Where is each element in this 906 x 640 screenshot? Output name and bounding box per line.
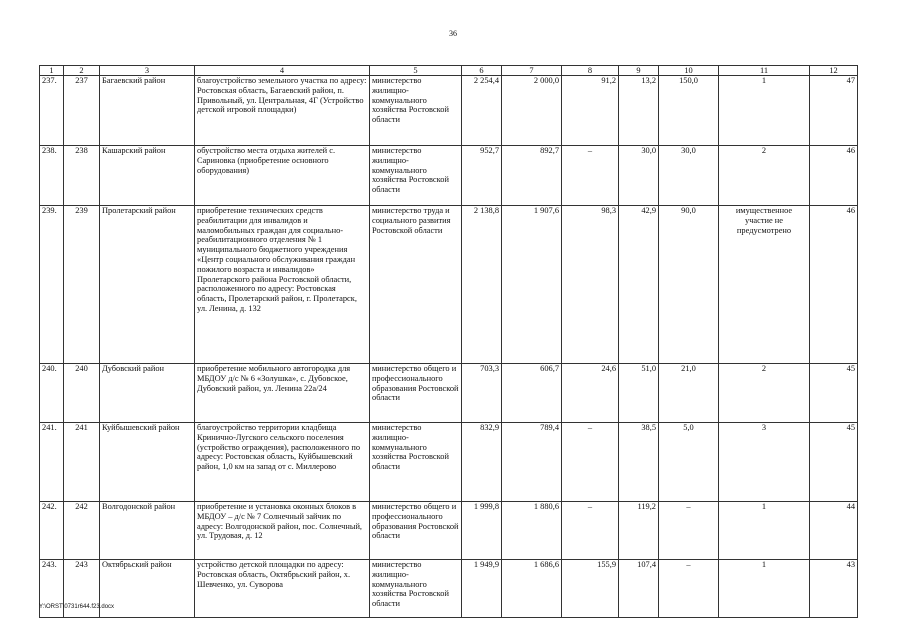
row-index: 242. bbox=[40, 502, 64, 560]
row-number: 241 bbox=[64, 423, 100, 502]
district-cell: Дубовский район bbox=[100, 364, 195, 423]
value-cell: 2 000,0 bbox=[502, 76, 562, 146]
value-cell: 42,9 bbox=[619, 206, 659, 364]
row-index: 237. bbox=[40, 76, 64, 146]
column-header: 5 bbox=[370, 66, 462, 76]
column-header: 12 bbox=[810, 66, 858, 76]
value-cell: 1 949,9 bbox=[462, 560, 502, 618]
column-header: 3 bbox=[100, 66, 195, 76]
table-row bbox=[40, 76, 858, 146]
table-row bbox=[40, 206, 858, 364]
participation-cell: 2 bbox=[719, 146, 810, 206]
row-number: 240 bbox=[64, 364, 100, 423]
row-index: 240. bbox=[40, 364, 64, 423]
district-cell: Куйбышевский район bbox=[100, 423, 195, 502]
column-header: 11 bbox=[719, 66, 810, 76]
value-cell: 51,0 bbox=[619, 364, 659, 423]
score-cell: 45 bbox=[810, 423, 858, 502]
file-path-footer: Y:\ORST\0731r644.f23.docx bbox=[39, 604, 115, 610]
ministry-cell: министерство общего и профессионального образования Ростовской области bbox=[370, 364, 462, 423]
header-row bbox=[40, 66, 858, 76]
value-cell: 2 138,8 bbox=[462, 206, 502, 364]
score-cell: 47 bbox=[810, 76, 858, 146]
value-cell: 24,6 bbox=[562, 364, 619, 423]
description-cell: приобретение мобильного автогородка для МБДОУ д/с № 6 «Золушка», с. Дубовское, Дубовский район, ул. Ленина 22а/24 bbox=[195, 364, 370, 423]
value-cell: – bbox=[659, 560, 719, 618]
ministry-cell: министерство общего и профессионального образования Ростовской области bbox=[370, 502, 462, 560]
column-header: 9 bbox=[619, 66, 659, 76]
value-cell: 703,3 bbox=[462, 364, 502, 423]
description-cell: устройство детской площадки по адресу: Ростовская область, Октябрьский район, х. Шевченко, ул. Суворова bbox=[195, 560, 370, 618]
column-header: 8 bbox=[562, 66, 619, 76]
participation-cell: 1 bbox=[719, 560, 810, 618]
participation-cell: 1 bbox=[719, 76, 810, 146]
district-cell: Кашарский район bbox=[100, 146, 195, 206]
value-cell: 30,0 bbox=[619, 146, 659, 206]
value-cell: 21,0 bbox=[659, 364, 719, 423]
row-index: 239. bbox=[40, 206, 64, 364]
score-cell: 46 bbox=[810, 146, 858, 206]
value-cell: – bbox=[562, 502, 619, 560]
row-number: 238 bbox=[64, 146, 100, 206]
value-cell: 1 686,6 bbox=[502, 560, 562, 618]
row-number: 239 bbox=[64, 206, 100, 364]
table-row bbox=[40, 423, 858, 502]
row-index: 238. bbox=[40, 146, 64, 206]
row-index: 241. bbox=[40, 423, 64, 502]
column-header: 10 bbox=[659, 66, 719, 76]
score-cell: 45 bbox=[810, 364, 858, 423]
description-cell: благоустройство территории кладбища Кринично-Лугского сельского поселения (устройство ограждения), расположенного по адресу: Ростовская область, Куйбышевский район, 1,0 км на запад от с. Миллерово bbox=[195, 423, 370, 502]
table-row bbox=[40, 364, 858, 423]
participation-cell: имущественное участие не предусмотрено bbox=[719, 206, 810, 364]
data-table bbox=[39, 65, 858, 618]
value-cell: 91,2 bbox=[562, 76, 619, 146]
value-cell: 606,7 bbox=[502, 364, 562, 423]
description-cell: приобретение и установка оконных блоков в МБДОУ – д/с № 7 Солнечный зайчик по адресу: Волгодонской район, пос. Солнечный, ул. Трудовая, д. 12 bbox=[195, 502, 370, 560]
table-row bbox=[40, 502, 858, 560]
ministry-cell: министерство жилищно-коммунального хозяйства Ростовской области bbox=[370, 560, 462, 618]
ministry-cell: министерство жилищно-коммунального хозяйства Ростовской области bbox=[370, 146, 462, 206]
ministry-cell: министерство труда и социального развития Ростовской области bbox=[370, 206, 462, 364]
value-cell: 30,0 bbox=[659, 146, 719, 206]
column-header: 2 bbox=[64, 66, 100, 76]
participation-cell: 3 bbox=[719, 423, 810, 502]
page-number: 36 bbox=[449, 29, 457, 38]
participation-cell: 1 bbox=[719, 502, 810, 560]
column-header: 1 bbox=[40, 66, 64, 76]
value-cell: 952,7 bbox=[462, 146, 502, 206]
value-cell: – bbox=[562, 423, 619, 502]
value-cell: 155,9 bbox=[562, 560, 619, 618]
description-cell: приобретение технических средств реабилитации для инвалидов и маломобильных граждан для социально-реабилитационного отделения № 1 муниципального бюджетного учреждения «Центр социального обслуживания граждан пожилого возраста и инвалидов» Пролетарского района Ростовской области, расположенного по адресу: Ростовская область, Пролетарский район, г. Пролетарск, ул. Ленина, д. 132 bbox=[195, 206, 370, 364]
participation-cell: 2 bbox=[719, 364, 810, 423]
value-cell: – bbox=[562, 146, 619, 206]
value-cell: – bbox=[659, 502, 719, 560]
value-cell: 832,9 bbox=[462, 423, 502, 502]
column-header: 7 bbox=[502, 66, 562, 76]
district-cell: Октябрьский район bbox=[100, 560, 195, 618]
value-cell: 5,0 bbox=[659, 423, 719, 502]
ministry-cell: министерство жилищно-коммунального хозяйства Ростовской области bbox=[370, 76, 462, 146]
score-cell: 46 bbox=[810, 206, 858, 364]
value-cell: 38,5 bbox=[619, 423, 659, 502]
score-cell: 43 bbox=[810, 560, 858, 618]
value-cell: 13,2 bbox=[619, 76, 659, 146]
description-cell: благоустройство земельного участка по адресу: Ростовская область, Багаевский район, п. Привольный, ул. Центральная, 4Г (Устройство детской игровой площадки) bbox=[195, 76, 370, 146]
row-index: 243. bbox=[40, 560, 64, 618]
description-cell: обустройство места отдыха жителей с. Сариновка (приобретение основного оборудования) bbox=[195, 146, 370, 206]
district-cell: Волгодонской район bbox=[100, 502, 195, 560]
value-cell: 107,4 bbox=[619, 560, 659, 618]
value-cell: 98,3 bbox=[562, 206, 619, 364]
value-cell: 2 254,4 bbox=[462, 76, 502, 146]
value-cell: 119,2 bbox=[619, 502, 659, 560]
row-number: 242 bbox=[64, 502, 100, 560]
table-row bbox=[40, 146, 858, 206]
ministry-cell: министерство жилищно-коммунального хозяйства Ростовской области bbox=[370, 423, 462, 502]
row-number: 243 bbox=[64, 560, 100, 618]
value-cell: 90,0 bbox=[659, 206, 719, 364]
row-number: 237 bbox=[64, 76, 100, 146]
column-header: 4 bbox=[195, 66, 370, 76]
value-cell: 892,7 bbox=[502, 146, 562, 206]
value-cell: 789,4 bbox=[502, 423, 562, 502]
table-row bbox=[40, 560, 858, 618]
district-cell: Багаевский район bbox=[100, 76, 195, 146]
column-header: 6 bbox=[462, 66, 502, 76]
value-cell: 1 907,6 bbox=[502, 206, 562, 364]
score-cell: 44 bbox=[810, 502, 858, 560]
value-cell: 1 880,6 bbox=[502, 502, 562, 560]
district-cell: Пролетарский район bbox=[100, 206, 195, 364]
value-cell: 1 999,8 bbox=[462, 502, 502, 560]
value-cell: 150,0 bbox=[659, 76, 719, 146]
